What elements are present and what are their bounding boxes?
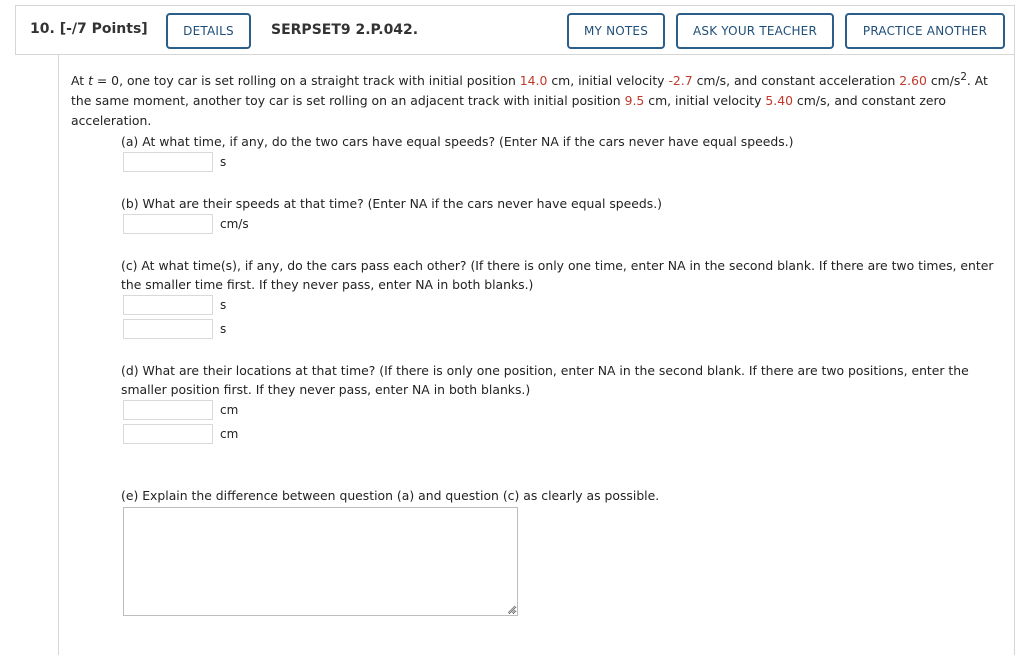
initial-velocity-2: 5.40 (765, 93, 793, 109)
part-a-input[interactable] (123, 152, 213, 172)
part-a-question: (a) At what time, if any, do the two cars have equal speeds? (Enter NA if the cars never have equal speeds.) (121, 134, 794, 149)
part-d-answer-row-2 (123, 424, 238, 444)
part-b-answer-row (123, 214, 249, 234)
part-c-question: (c) At what time(s), if any, do the cars pass each other? (If there is only one time, enter NA in the second blank. If there are two times, enter the smaller time first. If they never pass, enter NA in both blanks.) (121, 258, 994, 292)
ask-your-teacher-button[interactable]: ASK YOUR TEACHER (676, 13, 834, 49)
part-d-input-2[interactable] (123, 424, 213, 444)
points-label: [-/7 Points] (59, 21, 148, 37)
part-c-answer-row-2 (123, 319, 226, 339)
details-button[interactable]: DETAILS (166, 13, 251, 49)
part-c-unit-2: s (220, 322, 227, 336)
part-d-answer-row-1 (123, 400, 238, 420)
initial-position-1: 14.0 (519, 73, 548, 89)
question-code: SERPSET9 2.P.042. (271, 22, 419, 38)
part-d-unit-1: cm (220, 403, 239, 417)
initial-velocity-1: -2.7 (668, 73, 693, 89)
question-number: 10. [-/7 Points] (30, 21, 148, 37)
part-d-question: (d) What are their locations at that time? (If there is only one position, enter NA in the second blank. If there are two positions, enter the smaller position first. If they never pass, enter NA in both blanks.) (121, 363, 969, 397)
my-notes-button[interactable]: MY NOTES (567, 13, 665, 49)
initial-position-2: 9.5 (624, 93, 645, 109)
part-b-unit: cm/s (220, 217, 249, 231)
resize-grip-icon[interactable] (506, 604, 516, 614)
part-b-input[interactable] (123, 214, 213, 234)
part-a-unit: s (220, 155, 227, 169)
part-c-input-1[interactable] (123, 295, 213, 315)
part-d-unit-2: cm (220, 427, 239, 441)
acceleration-1: 2.60 (899, 73, 927, 89)
part-e-question: (e) Explain the difference between question (a) and question (c) as clearly as possible. (121, 488, 660, 503)
part-a-answer-row (123, 152, 226, 172)
time-variable: t (88, 73, 93, 89)
part-e-essay-textarea[interactable] (123, 507, 518, 616)
question-header (15, 5, 1015, 55)
practice-another-button[interactable]: PRACTICE ANOTHER (845, 13, 1005, 49)
part-d-input-1[interactable] (123, 400, 213, 420)
part-c-input-2[interactable] (123, 319, 213, 339)
part-b-question: (b) What are their speeds at that time? (Enter NA if the cars never have equal speeds.) (121, 196, 662, 211)
problem-statement: At t = 0, one toy car is set rolling on a straight track with initial position 14.0 cm, initial velocity -2.7 cm/s, and constant acceleration 2.60 $cm/s^2$. At the same moment, another toy car is set rolling on an adjacent track with initial position 9.5 cm, initial velocity 5.40 cm/s, and constant zero acceleration. (71, 71, 988, 129)
part-c-answer-row-1 (123, 295, 226, 315)
part-c-unit-1: s (220, 298, 227, 312)
